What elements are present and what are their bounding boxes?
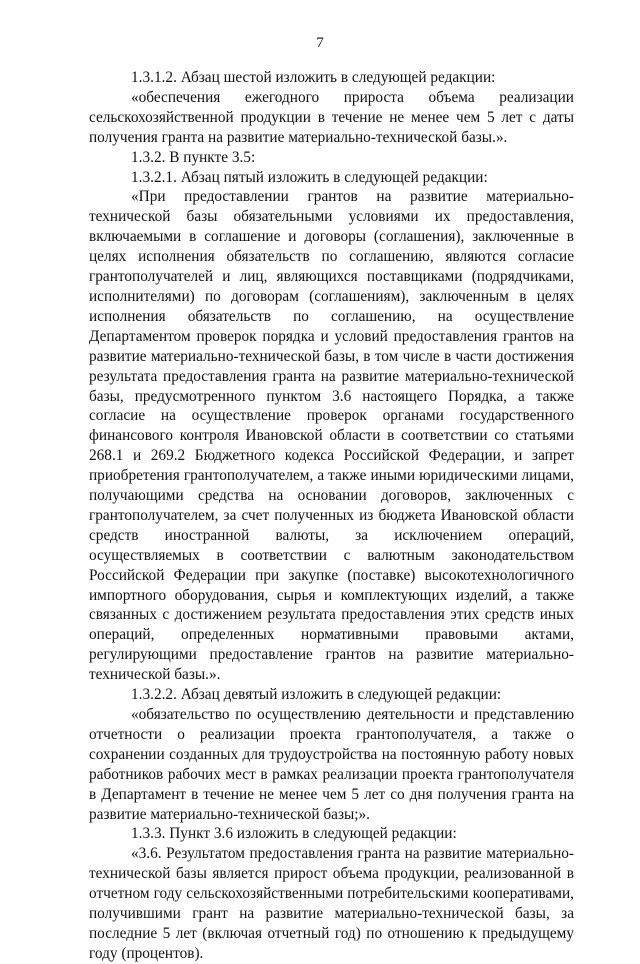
paragraph-1-3-3-heading: 1.3.3. Пункт 3.6 изложить в следующей редакции: xyxy=(131,825,457,843)
paragraph-1-3-3-text: «3.6. Результатом предоставления гранта на развитие материально-технической базы является прирост объема продукции, реализованной в отчетном году сельскохозяйственными потребительскими кооперативами, получившими грант на развитие материально-технической базы, за последние 5 лет (включая отчетный год) по отношению к предыдущему году (процентов). xyxy=(89,845,574,962)
paragraph-1-3-2-1-heading: 1.3.2.1. Абзац пятый изложить в следующей редакции: xyxy=(131,168,488,186)
paragraph-1-3-2-1-text: «При предоставлении грантов на развитие материально-технической базы обязательными условиями их предоставления, включаемыми в соглашение и договоры (соглашения), заключенные в целях исполнения обязательств по соглашению, являются согласие грантополучателей и лиц, являющихся поставщиками (подрядчиками, исполнителями) по договорам (соглашениям), заключенным в целях исполнения обязательств по соглашению, на осуществление Департаментом проверок порядка и условий предоставления грантов на развитие материально-технической базы, в том числе в части достижения результата предоставления гранта на развитие материально-технической базы, предусмотренного пунктом 3.6 настоящего Порядка, а также согласие на осуществление проверок органами государственного финансового контроля Ивановской области в соответствии со статьями 268.1 и 269.2 Бюджетного кодекса Российской Федерации, и запрет приобретения грантополучателем, а также иными юридическими лицами, получающими средства на основании договоров, заключенных с грантополучателем, за счет полученных из бюджета Ивановской области средств иностранной валюты, за исключением операций, осуществляемых в соответствии с валютным законодательством Российской Федерации при закупке (поставке) высокотехнологичного импортного оборудования, сырья и комплектующих изделий, а также связанных с достижением результата предоставления этих средств иных операций, определенных нормативными правовыми актами, регулирующими предоставление грантов на развитие материально-технической базы.». xyxy=(89,188,574,684)
paragraph-1-3-2-2-heading: 1.3.2.2. Абзац девятый изложить в следующей редакции: xyxy=(131,686,502,704)
paragraph-1-3-1-2-heading: 1.3.1.2. Абзац шестой изложить в следующей редакции: xyxy=(131,69,496,86)
document-body xyxy=(89,68,574,964)
paragraph-1-3-1-2-text: «обеспечения ежегодного прироста объема реализации сельскохозяйственной продукции в течение не менее чем 5 лет с даты получения гранта на развитие материально-технической базы.». xyxy=(89,88,574,146)
page-number: 7 xyxy=(316,35,324,51)
paragraph-1-3-2-heading: 1.3.2. В пункте 3.5: xyxy=(131,148,256,166)
paragraph-1-3-2-2-text: «обязательство по осуществлению деятельности и представлению отчетности о реализации проекта грантополучателя, а также о сохранении созданных для трудоустройства на постоянную работу новых работников рабочих мест в рамках реализации проекта грантополучателя в Департамент в течение не менее чем 5 лет со дня получения гранта на развитие материально-технической базы;». xyxy=(89,706,574,823)
